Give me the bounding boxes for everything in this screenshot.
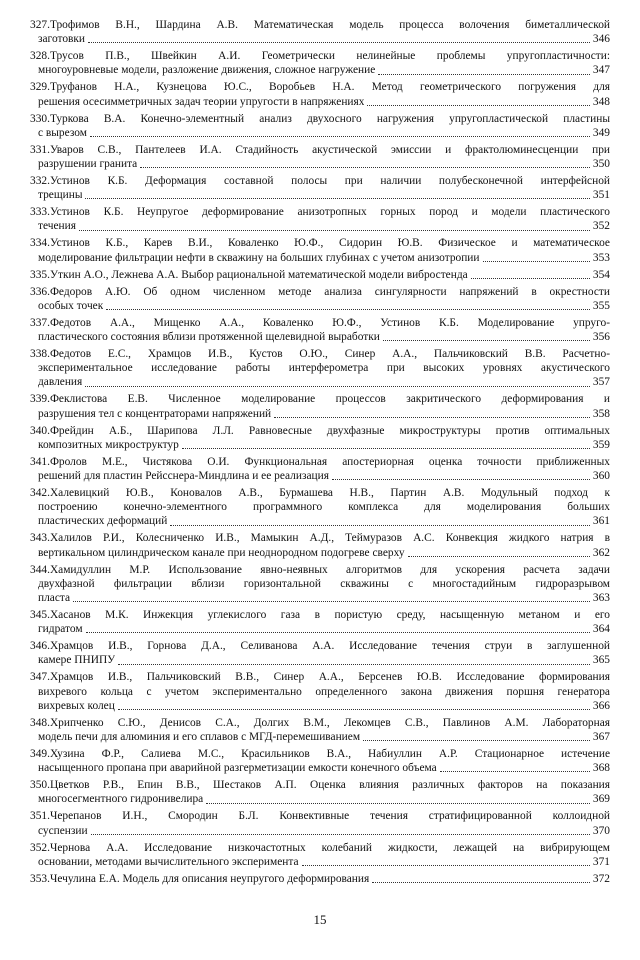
toc-entry xyxy=(30,455,610,483)
entry-title-tail: пласта xyxy=(38,592,71,605)
entry-title: Чернова А.А. Исследование низкочастотных колебаний жидкости, лежащей на вибрирующем xyxy=(49,841,610,854)
entry-title-tail: заготовки xyxy=(38,33,86,46)
dot-leader xyxy=(118,709,590,710)
entry-first-line xyxy=(30,285,610,299)
toc-entry xyxy=(30,347,610,390)
entry-title-tail: давления xyxy=(38,376,83,389)
entry-title: Храмцов И.В., Горнова Д.А., Селиванова А.А. Исследование течения струи в заглушенной xyxy=(49,640,610,653)
entry-title: Федотов Е.С., Храмцов И.В., Кустов О.Ю., Синер А.А., Пальчиковский В.В. Расчетно- xyxy=(49,348,610,361)
toc-leader-row xyxy=(30,375,610,389)
entry-number: 328. xyxy=(30,50,50,63)
entry-title-tail: разрушении гранита xyxy=(38,158,138,171)
entry-number: 339. xyxy=(30,393,50,406)
table-of-contents xyxy=(30,18,610,886)
toc-leader-row xyxy=(30,330,610,344)
toc-leader-row xyxy=(30,653,610,667)
entry-number: 340. xyxy=(30,424,50,437)
entry-title: Устинов К.Б. Неупругое деформирование анизотропных горных пород и модели пластического xyxy=(49,206,610,219)
entry-title-tail: с вырезом xyxy=(38,126,87,139)
entry-title-tail: гидратом xyxy=(38,623,83,636)
toc-leader-row xyxy=(30,792,610,806)
entry-title-tail: течения xyxy=(38,220,76,233)
entry-page-number: 362 xyxy=(592,546,610,559)
entry-title-tail: разрушения тел с концентраторами напряжений xyxy=(38,407,272,420)
entry-first-line xyxy=(30,174,610,188)
entry-page-number: 369 xyxy=(592,793,610,806)
entry-title-tail: Уткин А.О., Лежнева А.А. Выбор рациональной математической модели вибростенда xyxy=(49,268,468,281)
entry-number: 345. xyxy=(30,609,50,622)
entry-first-line xyxy=(30,18,610,32)
entry-first-line xyxy=(30,716,610,730)
entry-title: Устинов К.Б., Карев В.И., Коваленко Ю.Ф., Сидорин Ю.В. Физическое и математическое xyxy=(49,237,610,250)
entry-title: Хрипченко С.Ю., Денисов С.А., Долгих В.М., Лекомцев С.В., Павлинов А.М. Лабораторная xyxy=(49,716,610,729)
entry-title-tail: модель печи для алюминия и его сплавов с МГД-перемешиванием xyxy=(38,731,361,744)
entry-title-tail: пластических деформаций xyxy=(38,515,168,528)
entry-title: Цветков Р.В., Епин В.В., Шестаков А.П. Оценка влияния различных факторов на показания xyxy=(49,779,610,792)
toc-entry xyxy=(30,486,610,529)
entry-title-tail: многосегментного гидронивелира xyxy=(38,793,204,806)
entry-first-line xyxy=(30,316,610,330)
entry-middle-line xyxy=(30,685,610,699)
entry-first-line xyxy=(30,486,610,500)
entry-page-number: 364 xyxy=(592,623,610,636)
entry-page-number: 372 xyxy=(592,872,610,885)
entry-page-number: 346 xyxy=(592,33,610,46)
toc-leader-row xyxy=(30,268,610,282)
entry-first-line xyxy=(30,236,610,250)
dot-leader xyxy=(73,601,590,602)
toc-entry xyxy=(30,670,610,713)
dot-leader xyxy=(367,105,589,106)
entry-first-line xyxy=(30,809,610,823)
entry-first-line xyxy=(30,531,610,545)
entry-title-continued: вихревого кольца с учетом экспериментально определенного закона движения поршня генератора xyxy=(38,685,610,698)
entry-first-line xyxy=(30,747,610,761)
dot-leader xyxy=(302,865,590,866)
toc-leader-row xyxy=(30,407,610,421)
toc-entry xyxy=(30,424,610,452)
toc-entry xyxy=(30,268,610,282)
dot-leader xyxy=(86,632,590,633)
toc-entry xyxy=(30,49,610,77)
entry-first-line xyxy=(30,841,610,855)
entry-page-number: 370 xyxy=(592,824,610,837)
toc-leader-row xyxy=(30,251,610,265)
toc-leader-row xyxy=(30,188,610,202)
entry-page-number: 350 xyxy=(592,158,610,171)
toc-leader-row xyxy=(30,32,610,46)
entry-title-tail: вихревых колец xyxy=(38,699,115,712)
toc-entry xyxy=(30,316,610,344)
toc-leader-row xyxy=(30,95,610,109)
entry-title-continued: экспериментальное исследование работы интерферометра при высоких уровнях акустического xyxy=(38,362,610,375)
toc-leader-row xyxy=(30,546,610,560)
entry-number: 350. xyxy=(30,779,50,792)
entry-first-line xyxy=(30,608,610,622)
dot-leader xyxy=(206,803,590,804)
entry-number: 348. xyxy=(30,716,50,729)
entry-middle-line xyxy=(30,361,610,375)
toc-entry xyxy=(30,285,610,313)
entry-title: Уваров С.В., Пантелеев И.А. Стадийность акустической эмиссии и фрактолюминесценции при xyxy=(49,143,610,156)
entry-title-tail: основании, методами вычислительного эксперимента xyxy=(38,855,299,868)
entry-title: Фролов М.Е., Чистякова О.И. Функциональная апостериорная оценка точности приближенных xyxy=(49,455,610,468)
toc-entry xyxy=(30,205,610,233)
entry-page-number: 357 xyxy=(592,376,610,389)
entry-title: Туркова В.А. Конечно-элементный анализ двухосного нагружения упругопластической пластины xyxy=(49,112,610,125)
entry-number: 334. xyxy=(30,237,50,250)
entry-title: Труфанов Н.А., Кузнецова Ю.С., Воробьев Н.А. Метод геометрического погружения для xyxy=(49,81,610,94)
page-number: 15 xyxy=(313,912,327,927)
entry-page-number: 365 xyxy=(592,654,610,667)
entry-title-tail: суспензии xyxy=(38,824,88,837)
entry-first-line xyxy=(30,205,610,219)
entry-title-tail: многоуровневые модели, разложение движения, сложное нагружение xyxy=(38,64,376,77)
toc-entry xyxy=(30,639,610,667)
entry-page-number: 366 xyxy=(592,699,610,712)
entry-first-line xyxy=(30,49,610,63)
dot-leader xyxy=(90,136,590,137)
entry-number: 329. xyxy=(30,81,50,94)
entry-number: 332. xyxy=(30,175,50,188)
entry-title: Фрейдин А.Б., Шарипова Л.Л. Равновесные двухфазные микроструктуры против оптимальных xyxy=(49,424,610,437)
entry-page-number: 353 xyxy=(592,251,610,264)
toc-entry xyxy=(30,18,610,46)
toc-entry xyxy=(30,392,610,420)
entry-number: 343. xyxy=(30,532,50,545)
dot-leader xyxy=(170,525,590,526)
entry-first-line xyxy=(30,392,610,406)
dot-leader xyxy=(440,771,590,772)
entry-title-tail: камере ПНИПУ xyxy=(38,654,116,667)
dot-leader xyxy=(483,261,590,262)
entry-number: 335. xyxy=(30,268,50,281)
entry-page-number: 361 xyxy=(592,515,610,528)
toc-leader-row xyxy=(30,469,610,483)
dot-leader xyxy=(363,740,590,741)
dot-leader xyxy=(372,882,590,883)
entry-first-line xyxy=(30,80,610,94)
entry-title-tail: Чечулина Е.А. Модель для описания неупругого деформирования xyxy=(49,872,370,885)
toc-entry xyxy=(30,112,610,140)
entry-page-number: 371 xyxy=(592,855,610,868)
toc-leader-row xyxy=(30,219,610,233)
entry-title: Хузина Ф.Р., Салиева М.С., Красильников В.А., Набиуллин А.Р. Стационарное истечение xyxy=(49,748,610,761)
toc-leader-row xyxy=(30,824,610,838)
entry-page-number: 349 xyxy=(592,126,610,139)
dot-leader xyxy=(274,417,590,418)
toc-entry xyxy=(30,608,610,636)
entry-title: Устинов К.Б. Деформация составной полосы при наличии полубесконечной интерфейсной xyxy=(49,175,610,188)
dot-leader xyxy=(408,556,590,557)
dot-leader xyxy=(332,479,590,480)
dot-leader xyxy=(378,74,590,75)
entry-title-tail: пластического состояния вблизи протяженной щелевидной выработки xyxy=(38,331,380,344)
entry-first-line xyxy=(30,563,610,577)
dot-leader xyxy=(118,664,590,665)
entry-title: Федотов А.А., Мищенко А.А., Коваленко Ю.Ф., Устинов К.Б. Моделирование упруго- xyxy=(49,316,610,329)
entry-title: Феклистова Е.В. Численное моделирование процессов закритического деформирования и xyxy=(49,393,610,406)
entry-title-tail: особых точек xyxy=(38,299,104,312)
entry-first-line xyxy=(30,778,610,792)
entry-number: 349. xyxy=(30,748,50,761)
toc-leader-row xyxy=(30,299,610,313)
entry-first-line xyxy=(30,455,610,469)
toc-entry xyxy=(30,841,610,869)
dot-leader xyxy=(471,278,590,279)
toc-leader-row xyxy=(30,438,610,452)
entry-page-number: 352 xyxy=(592,220,610,233)
toc-leader-row xyxy=(30,514,610,528)
entry-page-number: 367 xyxy=(592,731,610,744)
entry-first-line xyxy=(30,424,610,438)
entry-title-tail: моделирование фильтрации нефти в скважину на больших глубинах с учетом анизотропии xyxy=(38,251,480,264)
toc-entry xyxy=(30,563,610,606)
entry-number: 341. xyxy=(30,455,50,468)
toc-leader-row xyxy=(30,699,610,713)
toc-entry xyxy=(30,809,610,837)
entry-title: Трусов П.В., Швейкин А.И. Геометрически нелинейные проблемы упругопластичности: xyxy=(49,50,610,63)
toc-entry xyxy=(30,778,610,806)
entry-first-line xyxy=(30,112,610,126)
toc-entry xyxy=(30,872,610,886)
entry-title-tail: решения осесимметричных задач теории упругости в напряжениях xyxy=(38,95,365,108)
entry-number: 336. xyxy=(30,285,50,298)
dot-leader xyxy=(140,167,590,168)
entry-number: 353. xyxy=(30,872,50,885)
toc-leader-row xyxy=(30,730,610,744)
entry-number: 346. xyxy=(30,640,50,653)
entry-page-number: 354 xyxy=(592,268,610,281)
toc-leader-row xyxy=(30,855,610,869)
toc-leader-row xyxy=(30,761,610,775)
entry-first-line xyxy=(30,639,610,653)
entry-title: Федоров А.Ю. Об одном численном методе анализа сингулярности напряжений в окрестности xyxy=(49,285,610,298)
entry-title-tail: насыщенного пропана при аварийной разгерметизации емкости конечного объема xyxy=(38,762,437,775)
entry-page-number: 358 xyxy=(592,407,610,420)
entry-title-tail: вертикальном цилиндрическом канале при неоднородном подогреве сверху xyxy=(38,546,405,559)
dot-leader xyxy=(182,448,590,449)
dot-leader xyxy=(91,834,590,835)
entry-page-number: 368 xyxy=(592,762,610,775)
entry-number: 344. xyxy=(30,563,50,576)
entry-title: Халилов Р.И., Колесниченко И.В., Мамыкин А.Д., Теймуразов А.С. Конвекция жидкого натрия в xyxy=(49,532,610,545)
toc-leader-row xyxy=(30,157,610,171)
toc-leader-row xyxy=(30,872,610,886)
entry-number: 352. xyxy=(30,841,50,854)
entry-first-line xyxy=(30,143,610,157)
toc-entry xyxy=(30,236,610,264)
toc-entry xyxy=(30,531,610,559)
entry-number: 330. xyxy=(30,112,50,125)
toc-entry xyxy=(30,143,610,171)
toc-leader-row xyxy=(30,622,610,636)
entry-title: Халевицкий Ю.В., Коновалов А.В., Бурмашева Н.В., Партин А.В. Модульный подход к xyxy=(49,487,610,500)
entry-title: Хамидуллин М.Р. Использование явно-неявных алгоритмов для ускорения расчета задачи xyxy=(49,563,610,576)
entry-number: 337. xyxy=(30,316,50,329)
entry-page-number: 360 xyxy=(592,470,610,483)
entry-title: Трофимов В.Н., Шардина А.В. Математическая модель процесса волочения биметаллической xyxy=(49,19,610,31)
dot-leader xyxy=(79,230,590,231)
entry-middle-line xyxy=(30,500,610,514)
entry-title: Храмцов И.В., Пальчиковский В.В., Синер А.А., Берсенев Ю.В. Исследование формирования xyxy=(49,671,610,684)
dot-leader xyxy=(85,386,590,387)
entry-page-number: 356 xyxy=(592,331,610,344)
entry-page-number: 347 xyxy=(592,64,610,77)
entry-number: 342. xyxy=(30,487,50,500)
entry-number: 331. xyxy=(30,143,50,156)
entry-number: 338. xyxy=(30,348,50,361)
entry-page-number: 359 xyxy=(592,438,610,451)
entry-number: 333. xyxy=(30,206,50,219)
entry-title: Черепанов И.Н., Смородин Б.Л. Конвективные течения стратифицированной коллоидной xyxy=(49,810,610,823)
entry-title-continued: двухфазной фильтрации вблизи горизонтальной скважины с многостадийным гидроразрывом xyxy=(38,577,610,590)
entry-title-tail: решений для пластин Рейсснера-Миндлина и ее реализация xyxy=(38,470,329,483)
entry-number: 351. xyxy=(30,810,50,823)
dot-leader xyxy=(85,198,589,199)
toc-entry xyxy=(30,80,610,108)
dot-leader xyxy=(88,42,590,43)
entry-page-number: 355 xyxy=(592,299,610,312)
toc-leader-row xyxy=(30,126,610,140)
entry-first-line xyxy=(30,670,610,684)
toc-entry xyxy=(30,747,610,775)
entry-number: 327. xyxy=(30,19,50,31)
toc-leader-row xyxy=(30,63,610,77)
toc-entry xyxy=(30,716,610,744)
entry-title-tail: композитных микроструктур xyxy=(38,438,179,451)
entry-title-tail: трещины xyxy=(38,189,83,202)
entry-page-number: 363 xyxy=(592,592,610,605)
entry-middle-line xyxy=(30,577,610,591)
entry-page-number: 348 xyxy=(592,95,610,108)
dot-leader xyxy=(106,309,590,310)
entry-page-number: 351 xyxy=(592,189,610,202)
entry-title-continued: построению конечно-элементного программного комплекса для моделирования больших xyxy=(38,501,610,514)
entry-number: 347. xyxy=(30,671,50,684)
dot-leader xyxy=(383,340,590,341)
entry-title: Хасанов М.К. Инжекция углекислого газа в пористую среду, насыщенную метаном и его xyxy=(49,609,610,622)
toc-entry xyxy=(30,174,610,202)
toc-leader-row xyxy=(30,591,610,605)
entry-first-line xyxy=(30,347,610,361)
